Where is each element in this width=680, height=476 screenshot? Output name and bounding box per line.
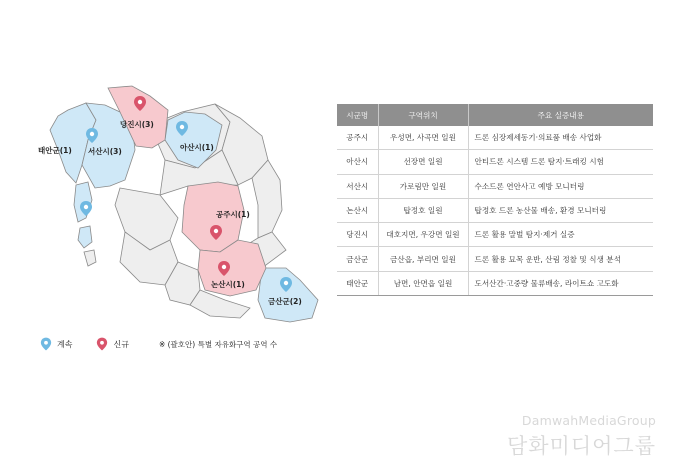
header-location: 구역위치 (378, 104, 468, 126)
region-geumsan (258, 268, 318, 322)
header-content: 주요 실증내용 (468, 104, 653, 126)
cell-content: 수소드론 연안사고 예방 모니터링 (468, 174, 653, 198)
region-island-3 (84, 250, 96, 266)
legend-continued (40, 336, 72, 352)
label-asan: 아산시(1) (180, 143, 214, 152)
table-row (337, 126, 653, 150)
label-nonsan: 논산시(1) (211, 280, 245, 289)
cell-city: 공주시 (337, 126, 378, 150)
cell-location: 탑정호 일원 (378, 198, 468, 222)
watermark-ko: 담화미디어그룹 (506, 434, 656, 458)
cell-content: 드론 활용 말벌 탐지·제거 실증 (468, 223, 653, 247)
label-geumsan: 금산군(2) (268, 297, 302, 306)
legend-continued-label: 계속 (57, 339, 73, 349)
header-city: 시군명 (337, 104, 378, 126)
cell-location: 남면, 안면읍 일원 (378, 271, 468, 295)
zone-table (337, 104, 653, 296)
map-legend (40, 336, 277, 352)
table-row (337, 271, 653, 295)
cell-location: 우성면, 사곡면 일원 (378, 126, 468, 150)
cell-content: 안티드론 시스템 드론 탐지·트래킹 시험 (468, 150, 653, 174)
pin-blue-icon (40, 336, 52, 352)
label-dangjin: 당진시(3) (120, 120, 154, 129)
cell-city: 당진시 (337, 223, 378, 247)
watermark-en: DamwahMediaGroup (521, 413, 656, 428)
table-row (337, 223, 653, 247)
label-gongju: 공주시(1) (216, 210, 250, 219)
cell-location: 대호지면, 우강면 일원 (378, 223, 468, 247)
region-gray-south (190, 290, 250, 318)
cell-city: 금산군 (337, 247, 378, 271)
legend-note: ※ (괄호안) 특별 자유화구역 공역 수 (158, 339, 278, 349)
table-row (337, 198, 653, 222)
legend-new-label: 신규 (113, 339, 129, 349)
cell-location: 가로림만 일원 (378, 174, 468, 198)
cell-location: 선장면 일원 (378, 150, 468, 174)
cell-city: 아산시 (337, 150, 378, 174)
pin-red-icon (96, 336, 108, 352)
region-island-2 (78, 226, 92, 248)
cell-city: 태안군 (337, 271, 378, 295)
cell-content: 드론 심장제세동기·의료품 배송 사업화 (468, 126, 653, 150)
chungnam-map (0, 0, 330, 330)
legend-new (96, 336, 128, 352)
table-row (337, 150, 653, 174)
cell-content: 드론 활용 묘목 운반, 산림 정찰 및 식생 분석 (468, 247, 653, 271)
label-taean: 태안군(1) (38, 146, 72, 155)
table-row (337, 174, 653, 198)
cell-city: 서산시 (337, 174, 378, 198)
table-row (337, 247, 653, 271)
cell-content: 도서산간·고중량 물류배송, 라이트쇼 고도화 (468, 271, 653, 295)
table-header-row (337, 104, 653, 126)
cell-city: 논산시 (337, 198, 378, 222)
cell-location: 금산읍, 부리면 일원 (378, 247, 468, 271)
label-seosan: 서산시(3) (88, 147, 122, 156)
cell-content: 탑정호 드론 농산물 배송, 환경 모니터링 (468, 198, 653, 222)
